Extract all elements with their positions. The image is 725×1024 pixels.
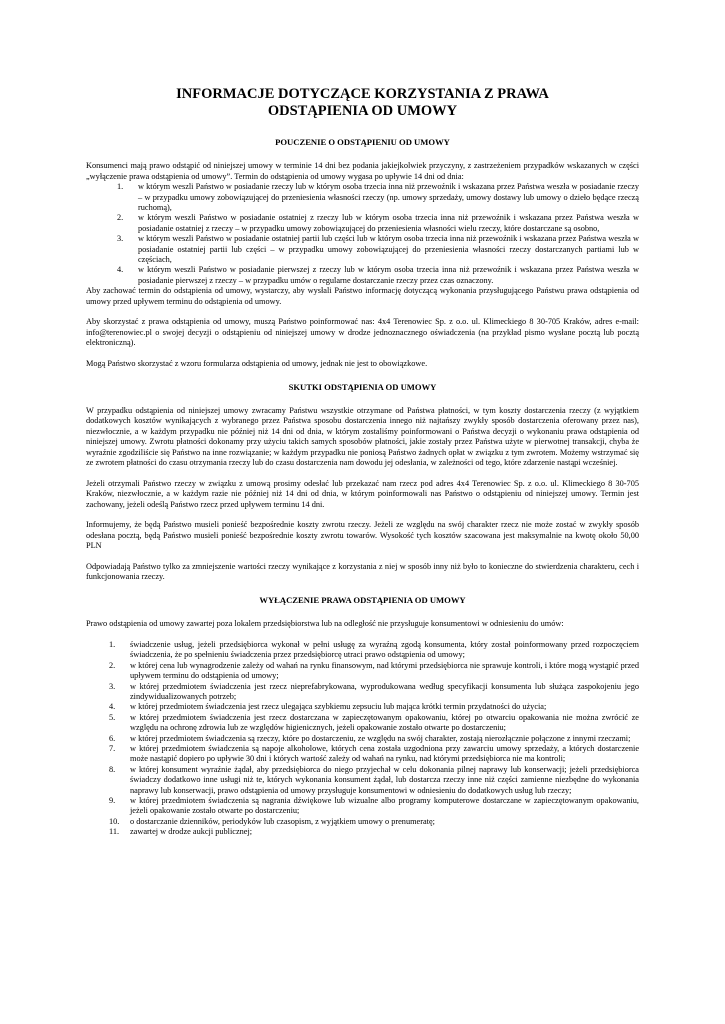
list-item (86, 817, 639, 827)
list-item (86, 796, 639, 817)
list-item (86, 765, 639, 796)
list-text: w którym weszli Państwo w posiadanie ostatniej z rzeczy lub w którym osoba trzecia inna niż przewoźnik i wskazana przez Państwa weszła w posiadanie ostatniej z rzeczy – w przypadku umowy zobowiązującej do przeniesienia własności wielu rzeczy, które dostarczane są osobno, (138, 213, 639, 233)
list-item (86, 734, 639, 744)
list-text: w której przedmiotem świadczenia jest rzecz ulegająca szybkiemu zepsuciu lub mająca krótki termin przydatności do użycia; (130, 702, 547, 712)
list-text: w którym weszli Państwo w posiadanie ostatniej partii lub części lub w którym osoba trzecia inna niż przewoźnik i wskazana przez Państwa weszła w posiadanie ostatniej partii lub części – w przypadku umowy zobowiązującej do przeniesienia własności rzeczy dostarczanych partiami lub w częściach, (138, 234, 639, 265)
list-number: 5. (109, 712, 116, 722)
list-number: 9. (109, 796, 116, 806)
document-page (86, 86, 639, 838)
list-number: 10. (109, 816, 120, 826)
list-item (86, 182, 639, 213)
list-item (86, 702, 639, 712)
paragraph: W przypadku odstąpienia od niniejszej umowy zwracamy Państwu wszystkie otrzymane od Państwa płatności, w tym koszty dostarczenia rzeczy (z wyjątkiem dodatkowych kosztów wynikających z wybranego przez Państwa sposobu dostarczenia innego niż najtańszy zwykły sposób dostarczenia oferowany przez nas), niezwłocznie, a w każdym przypadku nie później niż 14 dni od dnia, w którym zostaliśmy poinformowani o Państwa decyzji o wykonaniu prawa odstąpienia od niniejszej umowy. Zwrotu płatności dokonamy przy użyciu takich samych sposobów płatności, jakie zostały przez Państwa użyte w pierwotnej transakcji, chyba że wyraźnie zgodziliście się Państwo na inne rozwiązanie; w każdym przypadku nie poniosą Państwo żadnych opłat w związku z tym zwrotem. Możemy wstrzymać się ze zwrotem płatności do czasu otrzymania rzeczy lub do czasu dostarczenia nam dowodu jej odesłania, w zależności od tego, które zdarzenie nastąpi wcześniej. (86, 405, 639, 467)
list-text: w której cena lub wynagrodzenie zależy od wahań na rynku finansowym, nad którymi przedsiębiorca nie sprawuje kontroli, i które mogą wystąpić przed upływem terminu do odstąpienia od umowy; (130, 660, 639, 681)
section-heading-wylaczenie: WYŁĄCZENIE PRAWA ODSTĄPIENIA OD UMOWY (259, 594, 466, 605)
title-line-2: ODSTĄPIENIA OD UMOWY (267, 103, 458, 119)
paragraph: Jeżeli otrzymali Państwo rzeczy w związku z umową prosimy odesłać lub przekazać nam rzecz pod adres 4x4 Terenowiec Sp. z o.o. ul. Klimeckiego 8 30-705 Kraków, niezwłocznie, a w każdym razie nie później niż 14 dni od dnia, w którym poinformowali nas Państwo o odstąpieniu od niniejszej umowy. Termin jest zachowany, jeżeli odeślą Państwo rzecz przed upływem terminu 14 dni. (86, 478, 639, 509)
exclusions-list (86, 640, 639, 838)
paragraph: Prawo odstąpienia od umowy zawartej poza lokalem przedsiębiorstwa lub na odległość nie przysługuje konsumentowi w odniesieniu do umów: (86, 619, 564, 629)
list-number: 2. (109, 660, 116, 670)
list-text: w którym weszli Państwo w posiadanie rzeczy lub w którym osoba trzecia inna niż przewoźnik i wskazana przez Państwa weszła w posiadanie rzeczy – w przypadku umowy zobowiązującej do przeniesienia własności rzeczy (np. umowy sprzedaży, umowy dostawy lub umowy o dzieło będące rzeczą ruchomą), (138, 182, 639, 213)
list-item (86, 213, 639, 234)
list-item (86, 713, 639, 734)
section-heading-pouczenie: POUCZENIE O ODSTĄPIENIU OD UMOWY (275, 137, 450, 147)
list-item (86, 640, 639, 661)
withdrawal-deadline-list (86, 182, 639, 286)
list-text: w której przedmiotem świadczenia są napoje alkoholowe, których cena została uzgodniona przy zawarciu umowy sprzedaży, a których dostarczenie może nastąpić dopiero po upływie 30 dni i których wartość zależy od wahań na rynku, nad którymi przedsiębiorca nie ma kontroli; (130, 744, 639, 764)
title-line-1: INFORMACJE DOTYCZĄCE KORZYSTANIA Z PRAWA (176, 86, 549, 102)
list-number: 3. (117, 234, 124, 244)
list-number: 1. (117, 182, 124, 192)
list-item (86, 827, 639, 837)
document-title (86, 86, 639, 120)
paragraph: Aby skorzystać z prawa odstąpienia od umowy, muszą Państwo poinformować nas: 4x4 Terenowiec Sp. z o.o. ul. Klimeckiego 8 30-705 Kraków, adres e-mail: info@terenowiec.pl o swojej decyzji o odstąpieniu od niniejszej umowy w drodze jednoznacznego oświadczenia (na przykład pismo wysłane pocztą lub pocztą elektroniczną). (86, 317, 639, 348)
list-item (86, 234, 639, 265)
list-text: w której konsument wyraźnie żądał, aby przedsiębiorca do niego przyjechał w celu dokonania pilnej naprawy lub konserwacji; jeżeli przedsiębiorca świadczy dodatkowo inne usługi niż te, których wykonania konsument żądał, lub dostarcza rzeczy inne niż części zamienne niezbędne do wykonania naprawy lub konserwacji, prawo odstąpienia od umowy przysługuje konsumentowi w odniesieniu do dodatkowych usług lub rzeczy; (130, 764, 639, 795)
list-item (86, 265, 639, 286)
paragraph: Informujemy, że będą Państwo musieli ponieść bezpośrednie koszty zwrotu rzeczy. Jeżeli ze względu na swój charakter rzecz nie może zostać w zwykły sposób odesłana pocztą, będą Państwo musieli ponieść bezpośrednie koszty zwrotu towarów. Wysokość tych kosztów szacowana jest maksymalnie na kwotę około 50,00 PLN (86, 520, 639, 551)
list-number: 11. (109, 827, 120, 837)
list-text: w której przedmiotem świadczenia są nagrania dźwiękowe lub wizualne albo programy komputerowe dostarczane w zapieczętowanym opakowaniu, jeżeli opakowanie zostało otwarte po dostarczeniu; (130, 796, 639, 816)
list-number: 4. (109, 702, 116, 712)
list-number: 1. (109, 639, 116, 649)
list-text: zawartej w drodze aukcji publicznej; (130, 827, 253, 837)
list-number: 8. (109, 764, 116, 774)
list-number: 6. (109, 733, 116, 743)
list-number: 3. (109, 681, 116, 691)
list-item (86, 661, 639, 682)
paragraph: Aby zachować termin do odstąpienia od umowy, wystarczy, aby wysłali Państwo informację dotyczącą wykonania przysługującego Państwu prawa odstąpienia od umowy przed upływem terminu do odstąpienia od umowy. (86, 286, 639, 306)
list-number: 7. (109, 744, 116, 754)
paragraph: Odpowiadają Państwo tylko za zmniejszenie wartości rzeczy wynikające z korzystania z niej w sposób inny niż było to konieczne do stwierdzenia charakteru, cech i funkcjonowania rzeczy. (86, 561, 639, 582)
section-heading-skutki: SKUTKI ODSTĄPIENIA OD UMOWY (288, 381, 437, 392)
list-item (86, 682, 639, 703)
list-item (86, 744, 639, 765)
list-text: o dostarczanie dzienników, periodyków lub czasopism, z wyjątkiem umowy o prenumeratę; (130, 816, 435, 826)
list-text: w którym weszli Państwo w posiadanie pierwszej z rzeczy lub w którym osoba trzecia inna niż przewoźnik i wskazana przez Państwa weszła w posiadanie pierwszej z rzeczy – w przypadku umów o regularne dostarczanie rzeczy przez czas oznaczony. (138, 265, 639, 285)
list-text: świadczenie usług, jeżeli przedsiębiorca wykonał w pełni usługę za wyraźną zgodą konsumenta, który został poinformowany przed rozpoczęciem świadczenia, że po spełnieniu świadczenia przez przedsiębiorcę utraci prawo odstąpienia od umowy; (130, 639, 639, 660)
list-text: w której przedmiotem świadczenia jest rzecz dostarczana w zapieczętowanym opakowaniu, której po otwarciu opakowania nie można zwrócić ze względu na ochronę zdrowia lub ze względów higienicznych, jeżeli opakowanie zostało otwarte po dostarczeniu; (130, 712, 639, 733)
list-number: 4. (117, 265, 124, 275)
list-number: 2. (117, 213, 124, 223)
list-text: w której przedmiotem świadczenia jest rzecz nieprefabrykowana, wyprodukowana według specyfikacji konsumenta lub służąca zaspokojeniu jego zindywidualizowanych potrzeb; (130, 681, 639, 701)
paragraph: Konsumenci mają prawo odstąpić od niniejszej umowy w terminie 14 dni bez podania jakiejkolwiek przyczyny, z zastrzeżeniem przypadków wskazanych w części „wyłączenie prawa odstąpienia od umowy”. Termin do odstąpienia od umowy wygasa po upływie 14 dni od dnia: (86, 161, 639, 181)
list-text: w której przedmiotem świadczenia są rzeczy, które po dostarczeniu, ze względu na swój charakter, zostają nierozłącznie połączone z innymi rzeczami; (130, 733, 631, 743)
paragraph: Mogą Państwo skorzystać z wzoru formularza odstąpienia od umowy, jednak nie jest to obowiązkowe. (86, 359, 428, 369)
